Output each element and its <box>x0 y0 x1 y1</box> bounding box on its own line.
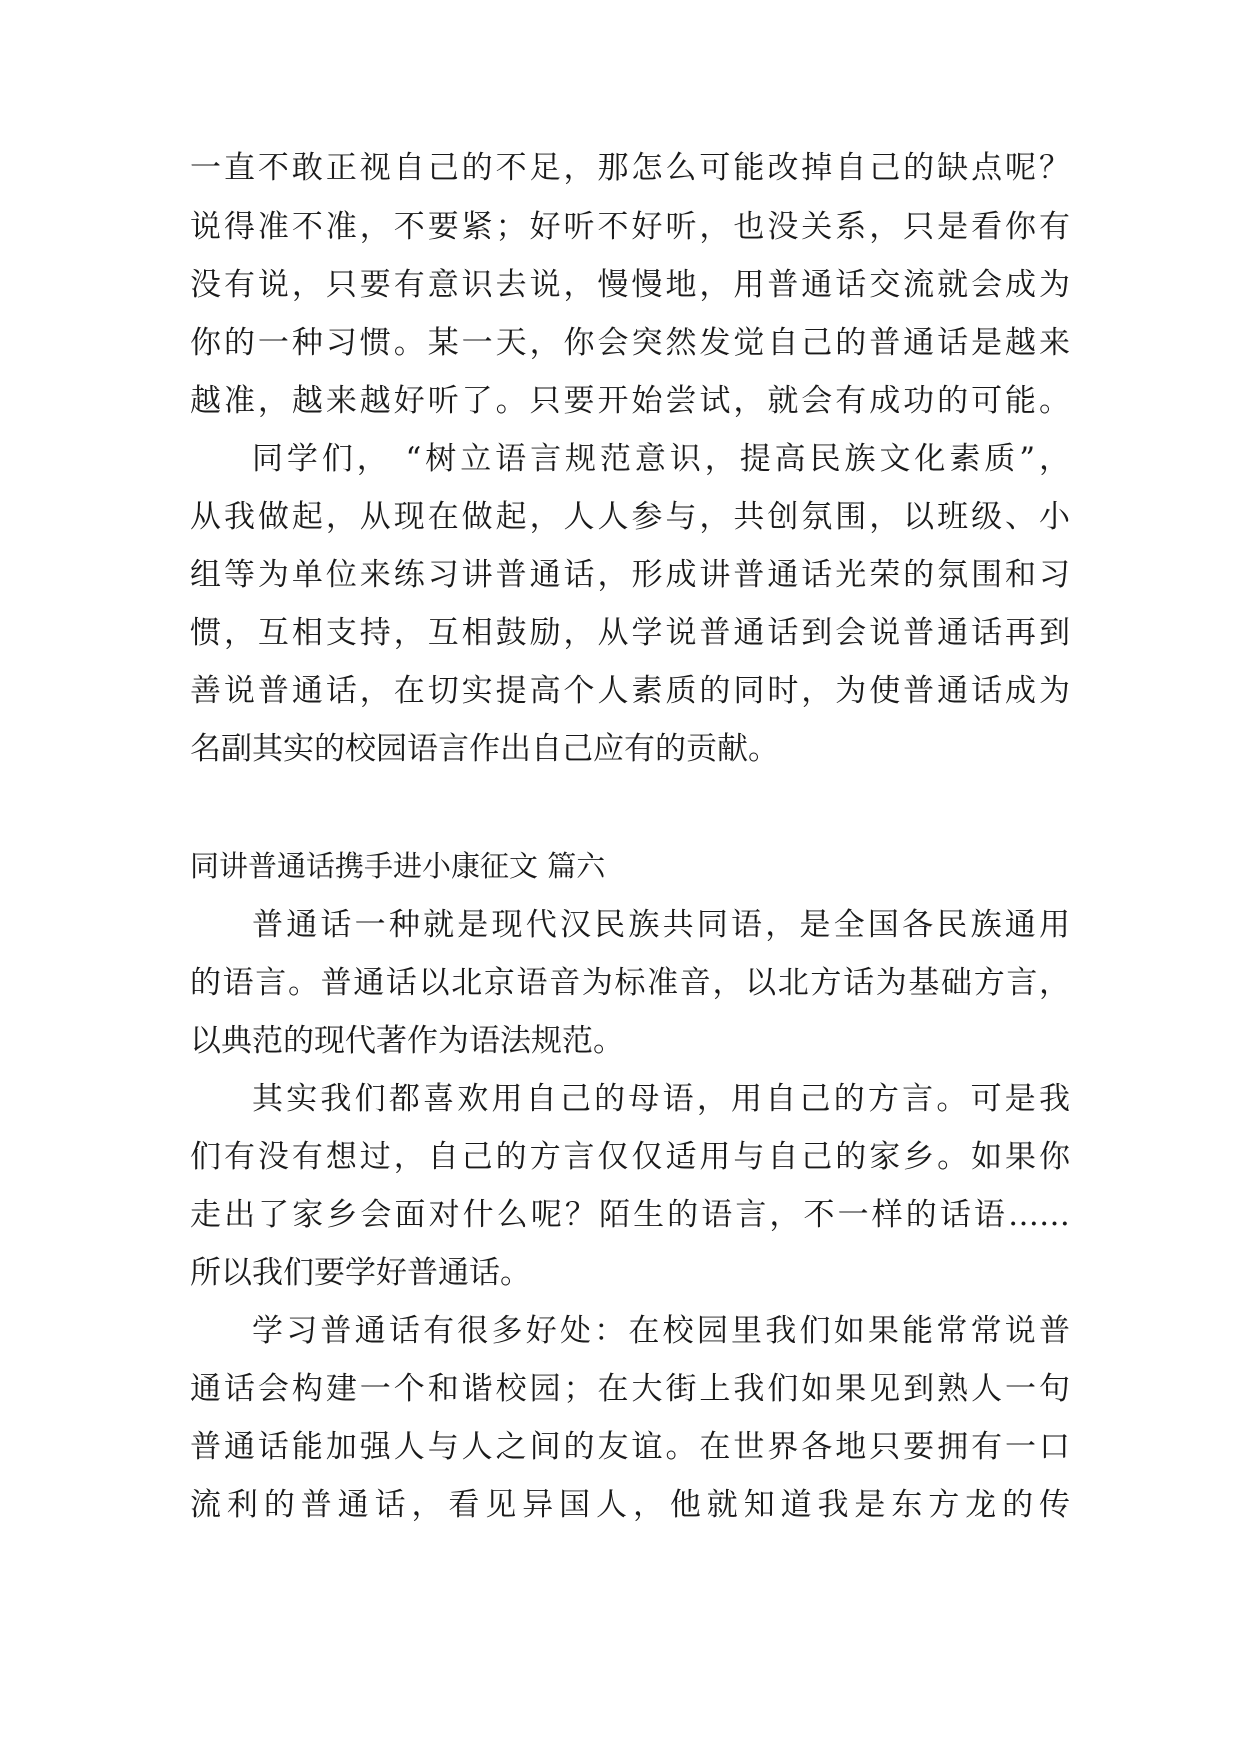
text-line: 以典范的现代著作为语法规范。 <box>190 1023 624 1059</box>
text-line: 学习普通话有很多好处：在校园里我们如果能常常说普 <box>252 1313 1070 1349</box>
text-line: 说得准不准，不要紧；好听不好听，也没关系，只是看你有 <box>190 209 1070 245</box>
text-line: 通话会构建一个和谐校园；在大街上我们如果见到熟人一句 <box>190 1371 1070 1407</box>
text-line: 们有没有想过，自己的方言仅仅适用与自己的家乡。如果你 <box>190 1139 1070 1175</box>
text-line: 普通话一种就是现代汉民族共同语，是全国各民族通用 <box>252 907 1070 943</box>
text-line: 所以我们要学好普通话。 <box>190 1255 531 1291</box>
text-line: 其实我们都喜欢用自己的母语，用自己的方言。可是我 <box>252 1081 1070 1117</box>
text-line: 组等为单位来练习讲普通话，形成讲普通话光荣的氛围和习 <box>190 557 1070 593</box>
text-line: 名副其实的校园语言作出自己应有的贡献。 <box>190 731 779 767</box>
section-heading: 同讲普通话携手进小康征文 篇六 <box>190 849 606 883</box>
text-line: 同学们， “树立语言规范意识，提高民族文化素质”， <box>252 441 1070 477</box>
text-line: 走出了家乡会面对什么呢？陌生的语言，不一样的话语…… <box>190 1197 1070 1233</box>
text-line: 普通话能加强人与人之间的友谊。在世界各地只要拥有一口 <box>190 1429 1070 1465</box>
text-line: 的语言。普通话以北京语音为标准音，以北方话为基础方言， <box>190 965 1070 1001</box>
text-line: 从我做起，从现在做起，人人参与，共创氛围，以班级、小 <box>190 499 1070 535</box>
text-line: 惯，互相支持，互相鼓励，从学说普通话到会说普通话再到 <box>190 615 1070 651</box>
text-line: 你的一种习惯。某一天，你会突然发觉自己的普通话是越来 <box>190 325 1070 361</box>
text-line: 善说普通话，在切实提高个人素质的同时，为使普通话成为 <box>190 673 1070 709</box>
text-line: 越准，越来越好听了。只要开始尝试，就会有成功的可能。 <box>190 383 1070 419</box>
text-line: 一直不敢正视自己的不足，那怎么可能改掉自己的缺点呢？ <box>190 150 1070 186</box>
text-line: 流利的普通话，看见异国人，他就知道我是东方龙的传 <box>190 1487 1070 1523</box>
text-line: 没有说，只要有意识去说，慢慢地，用普通话交流就会成为 <box>190 267 1070 303</box>
